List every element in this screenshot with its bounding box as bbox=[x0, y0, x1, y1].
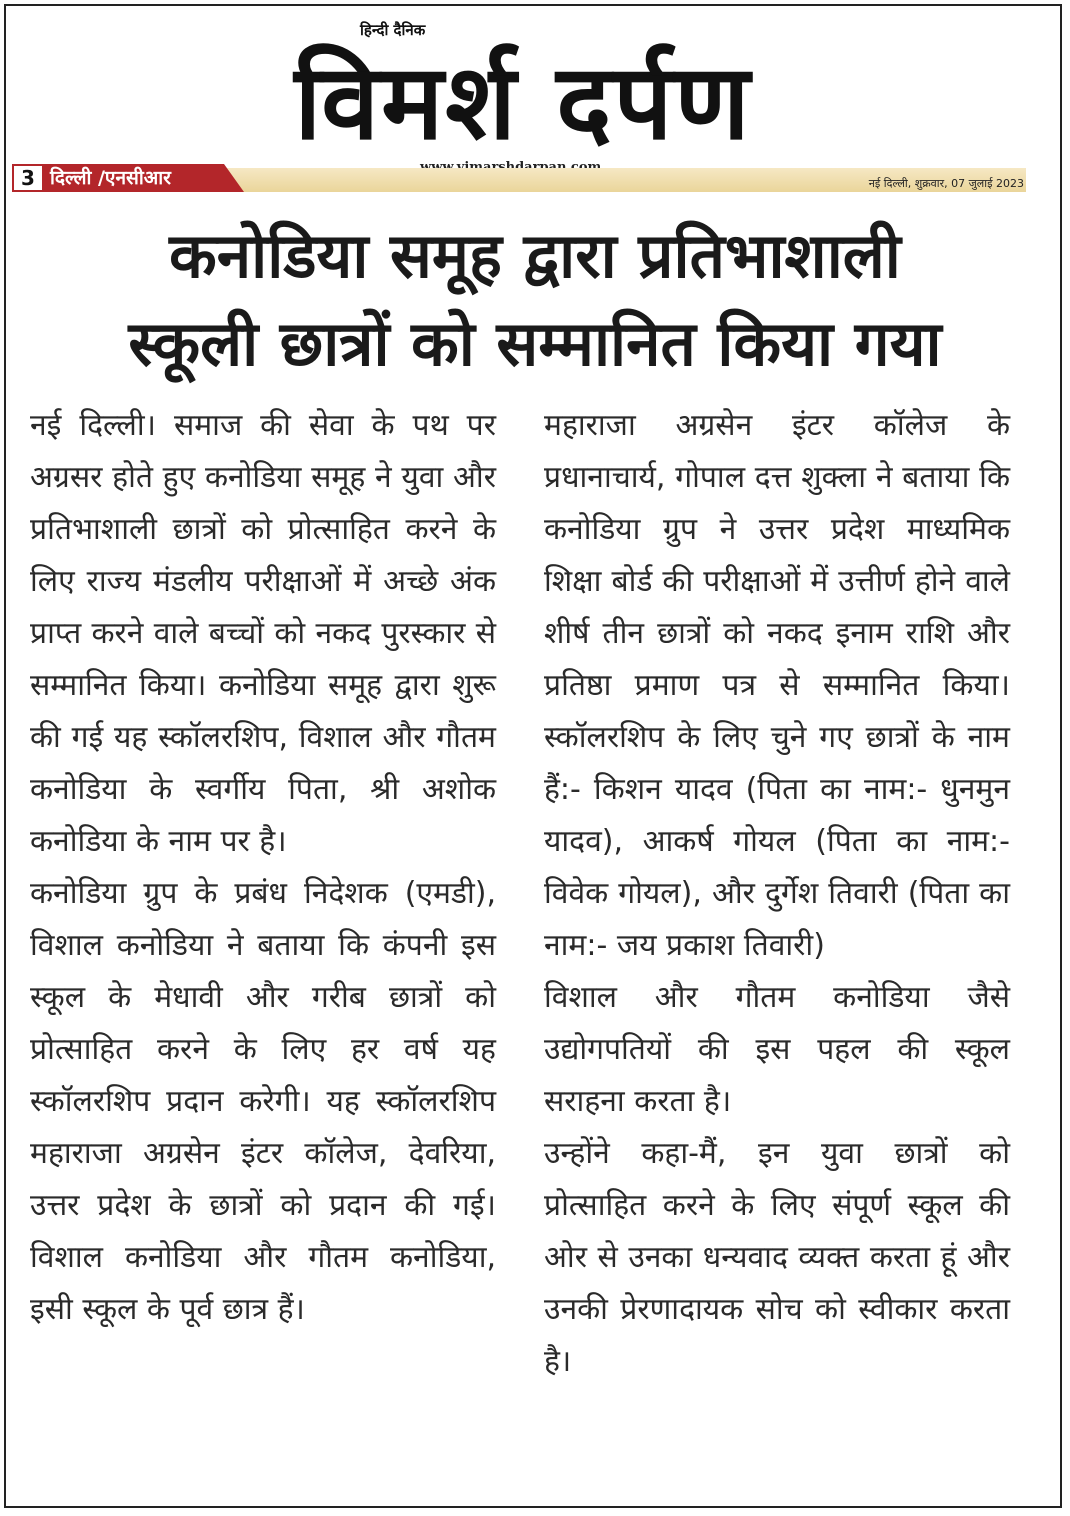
dateline: नई दिल्ली, शुक्रवार, 07 जुलाई 2023 bbox=[868, 177, 1024, 190]
article-headline bbox=[20, 212, 1050, 388]
paragraph: महाराजा अग्रसेन इंटर कॉलेज के प्रधानाचार्य, गोपाल दत्त शुक्ला ने बताया कि कनोडिया ग्रुप ने उत्तर प्रदेश माध्यमिक शिक्षा बोर्ड की परीक्षाओं में उत्तीर्ण होने वाले शीर्ष तीन छात्रों को नकद इनाम राशि और प्रतिष्ठा प्रमाण पत्र से सम्मानित किया।स्कॉलरशिप के लिए चुने गए छात्रों के नाम हैं:- किशन यादव (पिता का नाम:- धुनमुन यादव), आकर्ष गोयल (पिता का नाम:- विवेक गोयल), और दुर्गेश तिवारी (पिता का नाम:- जय प्रकाश तिवारी) bbox=[544, 408, 1010, 963]
masthead-tagline: हिन्दी दैनिक bbox=[360, 21, 426, 39]
article-right-column bbox=[544, 400, 1010, 1388]
headline-line-1: कनोडिया समूह द्वारा प्रतिभाशाली bbox=[169, 219, 901, 292]
page-number: 3 bbox=[14, 166, 42, 190]
paragraph: कनोडिया ग्रुप के प्रबंध निदेशक (एमडी), विशाल कनोडिया ने बताया कि कंपनी इस स्कूल के मेधावी और गरीब छात्रों को प्रोत्साहित करने के लिए हर वर्ष यह स्कॉलरशिप प्रदान करेगी। यह स्कॉलरशिप महाराजा अग्रसेन इंटर कॉलेज, देवरिया, उत्तर प्रदेश के छात्रों को प्रदान की गई। विशाल कनोडिया और गौतम कनोडिया, इसी स्कूल के पूर्व छात्र हैं। bbox=[30, 876, 496, 1327]
paragraph: नई दिल्ली। समाज की सेवा के पथ पर अग्रसर होते हुए कनोडिया समूह ने युवा और प्रतिभाशाली छात्रों को प्रोत्साहित करने के लिए राज्य मंडलीय परीक्षाओं में अच्छे अंक प्राप्त करने वाले बच्चों को नकद पुरस्कार से सम्मानित किया। कनोडिया समूह द्वारा शुरू की गई यह स्कॉलरशिप, विशाल और गौतम कनोडिया के स्वर्गीय पिता, श्री अशोक कनोडिया के नाम पर है। bbox=[30, 408, 496, 859]
headline-line-2: स्कूली छात्रों को सम्मानित किया गया bbox=[128, 307, 942, 380]
paragraph: उन्होंने कहा-मैं, इन युवा छात्रों को प्रोत्साहित करने के लिए संपूर्ण स्कूल की ओर से उनका धन्यवाद व्यक्त करता हूं और उनकी प्रेरणादायक सोच को स्वीकार करता है। bbox=[544, 1136, 1010, 1379]
paragraph: विशाल और गौतम कनोडिया जैसे उद्योगपतियों की इस पहल की स्कूल सराहना करता है। bbox=[544, 980, 1010, 1119]
masthead-logo: विमर्श दर्पण bbox=[294, 41, 752, 163]
article-left-column bbox=[30, 400, 496, 1336]
section-name: दिल्ली /एनसीआर bbox=[50, 167, 171, 189]
